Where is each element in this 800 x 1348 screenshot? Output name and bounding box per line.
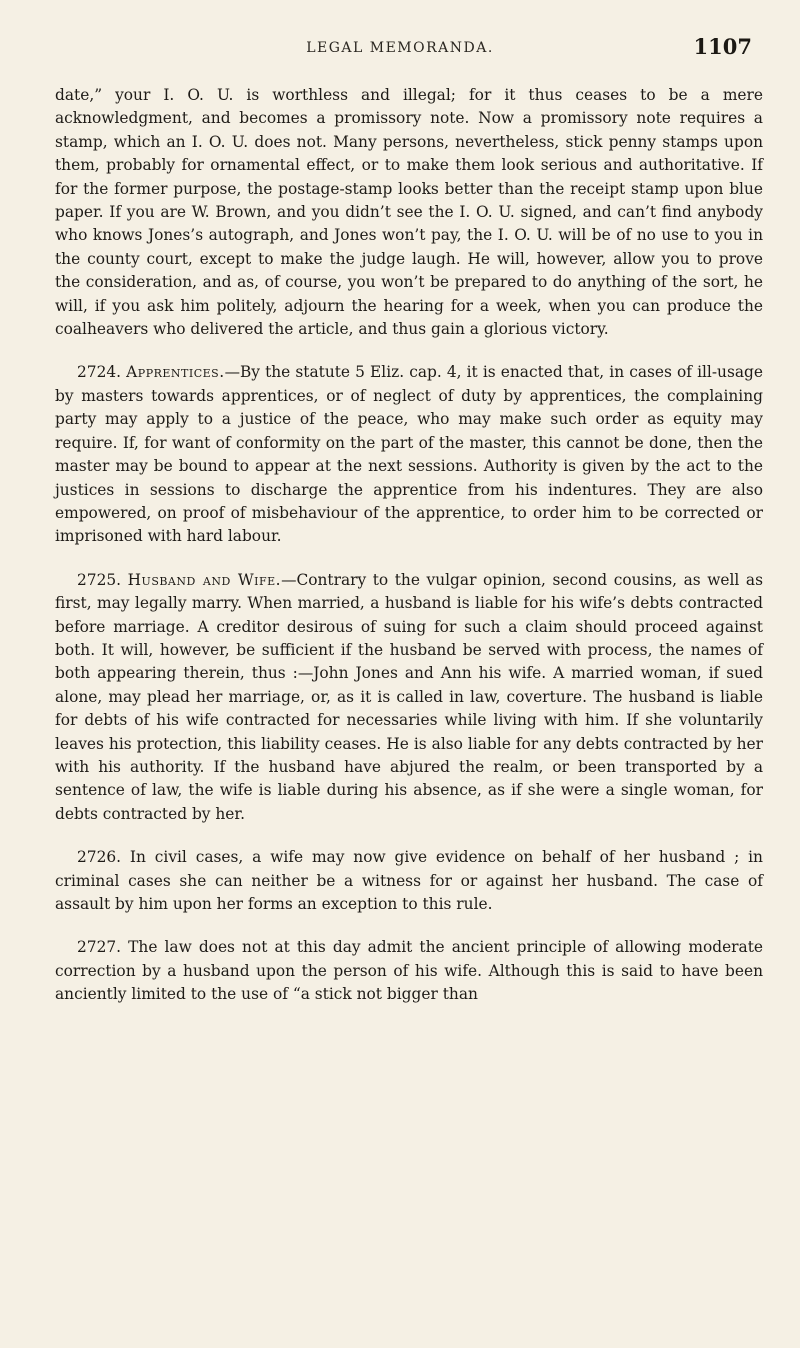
paragraph-number: 2725. — [77, 570, 122, 589]
paragraph-2726 — [55, 846, 763, 916]
paragraph-2725 — [55, 569, 763, 826]
paragraph-number: 2724. — [77, 363, 122, 382]
paragraph-text: In civil cases, a wife may now give evidence on behalf of her husband ; in criminal cases she can neither be a witness for or against her husband. The case of assault by him upon her forms an exception to this rule. — [55, 848, 763, 913]
paragraph-text: date,” your I. O. U. is worthless and illegal; for it thus ceases to be a mere acknowledgment, and becomes a promissory note. Now a promissory note requires a stamp, which an I. O. U. does not. Many persons, nevertheless, stick penny stamps upon them, probably for ornamental effect, or to make them look serious and authoritative. If for the former purpose, the postage-stamp looks better than the receipt stamp upon blue paper. If you are W. Brown, and you didn’t see the I. O. U. signed, and can’t find anybody who knows Jones’s autograph, and Jones won’t pay, the I. O. U. will be of no use to you in the county court, except to make the judge laugh. He will, however, allow you to prove the consideration, and as, of course, you won’t be prepared to do anything of the sort, he will, if you ask him politely, adjourn the hearing for a week, when you can produce the coalheavers who delivered the article, and thus gain a glorious victory. — [55, 86, 763, 339]
running-title: LEGAL MEMORANDA. — [306, 40, 494, 56]
body-text — [55, 84, 763, 1007]
paragraph-number: 2727. — [77, 938, 122, 957]
paragraph-heading: Husband and Wife. — [127, 570, 282, 589]
paragraph-text: The law does not at this day admit the ancient principle of allowing moderate correction by a husband upon the person of his wife. Although this is said to have been anciently limited to the use of “a stick not bigger than — [55, 938, 763, 1004]
paragraph-2724 — [55, 361, 763, 548]
running-head — [0, 34, 800, 74]
paragraph-text: —Contrary to the vulgar opinion, second cousins, as well as first, may legally marry. When married, a husband is liable for his wife’s debts contracted before marriage. A creditor desirous of suing for such a claim should proceed against both. It will, however, be sufficient if the husband be served with process, the names of both appearing therein, thus :—John Jones and Ann his wife. A married woman, if sued alone, may plead her marriage, or, as it is called in law, coverture. The husband is liable for debts of his wife contracted for necessaries while living with him. If she voluntarily leaves his protection, this liability ceases. He is also liable for any debts contracted by her with his authority. If the husband have abjured the realm, or been transported by a sentence of law, the wife is liable during his absence, as if she were a single woman, for debts contracted by her. — [55, 570, 763, 823]
paragraph-text: —By the statute 5 Eliz. cap. 4, it is enacted that, in cases of ill-usage by masters towards apprentices, or of neglect of duty by apprentices, the complaining party may apply to a justice of the peace, who may make such order as equity may require. If, for want of conformity on the part of the master, this cannot be done, then the master may be bound to appear at the next sessions. Authority is given by the act to the justices in sessions to discharge the apprentice from his indentures. They are also empowered, on proof of misbehaviour of the apprentice, to order him to be corrected or imprisoned with hard labour. — [55, 363, 763, 546]
page-number: 1107 — [693, 34, 752, 59]
paragraph-heading: Apprentices. — [126, 363, 225, 382]
paragraph-continuation — [55, 84, 763, 341]
paragraph-2727 — [55, 936, 763, 1006]
paragraph-number: 2726. — [77, 848, 122, 867]
